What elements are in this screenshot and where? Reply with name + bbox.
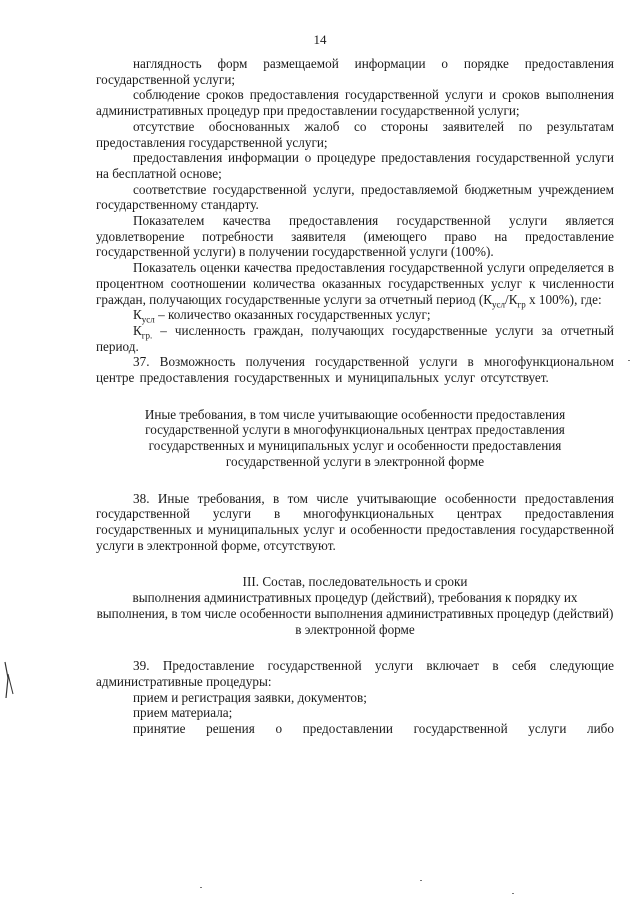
item-39-step-1: прием и регистрация заявки, документов; xyxy=(133,689,367,705)
item-39-step-2: прием материала; xyxy=(133,705,233,721)
scan-speck xyxy=(200,887,202,888)
k-usl-subscript: усл xyxy=(141,314,155,325)
k-usl-text: – количество оказанных государственных услуг; xyxy=(154,307,431,323)
definition-k-gr xyxy=(96,323,614,354)
item-deadlines: соблюдение сроков предоставления государственной услуги и сроков выполнения административных процедур при предоставлении государственной услуги; xyxy=(96,87,614,119)
k-usl-symbol: К xyxy=(133,307,142,323)
item-standard: соответствие государственной услуги, предоставляемой бюджетным учреждением государственному стандарту. xyxy=(96,181,614,213)
section-heading-iii-title: III. Состав, последовательность и сроки xyxy=(242,574,468,590)
item-complaints: отсутствие обоснованных жалоб со стороны заявителей по результатам предоставления государственной услуги; xyxy=(96,118,614,150)
evaluation-paragraph xyxy=(96,260,614,310)
formula-sub-gr: гр xyxy=(517,299,526,310)
scan-speck xyxy=(420,880,422,881)
definition-k-usl xyxy=(96,307,614,323)
quality-indicator-paragraph: Показателем качества предоставления государственной услуги является удовлетворение потребности заявителя (имеющего право на предоставление государственной услуги) в получении государственной услуги (100%). xyxy=(96,213,614,260)
page-number: 14 xyxy=(313,32,327,47)
formula-tail: х 100%), где: xyxy=(525,291,602,307)
margin-scan-mark xyxy=(2,660,18,700)
evaluation-text: Показатель оценки качества предоставления государственной услуги определяется в процентном соотношении количества оказанных государственных услуг к численности граждан, получающих государственные услуги за отчетный период ( xyxy=(96,260,614,307)
k-gr-subscript: гр. xyxy=(141,330,153,341)
item-visibility: наглядность форм размещаемой информации о порядке предоставления государственной услуги; xyxy=(96,56,614,87)
section-heading-iii-subtitle: выполнения административных процедур (действий), требования к порядку их выполнения, в том числе особенности выполнения административных процедур (действий) в электронной форме xyxy=(96,590,614,637)
formula-k: К xyxy=(483,291,493,307)
formula-sub-usl: усл xyxy=(492,299,506,310)
item-39-intro: 39. Предоставление государственной услуги включает в себя следующие административные процедуры: xyxy=(96,658,614,689)
formula-slash: /К xyxy=(505,291,518,307)
scan-speck xyxy=(628,360,630,361)
k-gr-text: – численность граждан, получающих государственные услуги за отчетный период. xyxy=(96,322,614,354)
item-39-step-3: принятие решения о предоставлении государственной услуги либо xyxy=(133,721,614,737)
item-37: 37. Возможность получения государственной услуги в многофункциональном центре предоставления государственных и муниципальных услуг отсутствует. xyxy=(96,354,614,386)
section-heading-other-requirements: Иные требования, в том числе учитывающие особенности предоставления государственной услуги в многофункциональных центрах предоставления государственных и муниципальных услуг и особенности предоставления государственной услуги в электронной форме xyxy=(144,406,566,469)
item-38: 38. Иные требования, в том числе учитывающие особенности предоставления государственной услуги в многофункциональных центрах предоставления государственных и муниципальных услуг и особенности предоставления государственной услуги в электронной форме, отсутствуют. xyxy=(96,490,614,553)
scan-speck xyxy=(512,893,514,894)
document-body xyxy=(96,56,614,737)
item-free-info: предоставления информации о процедуре предоставления государственной услуги на бесплатной основе; xyxy=(96,150,614,181)
k-gr-symbol: К xyxy=(133,322,142,338)
